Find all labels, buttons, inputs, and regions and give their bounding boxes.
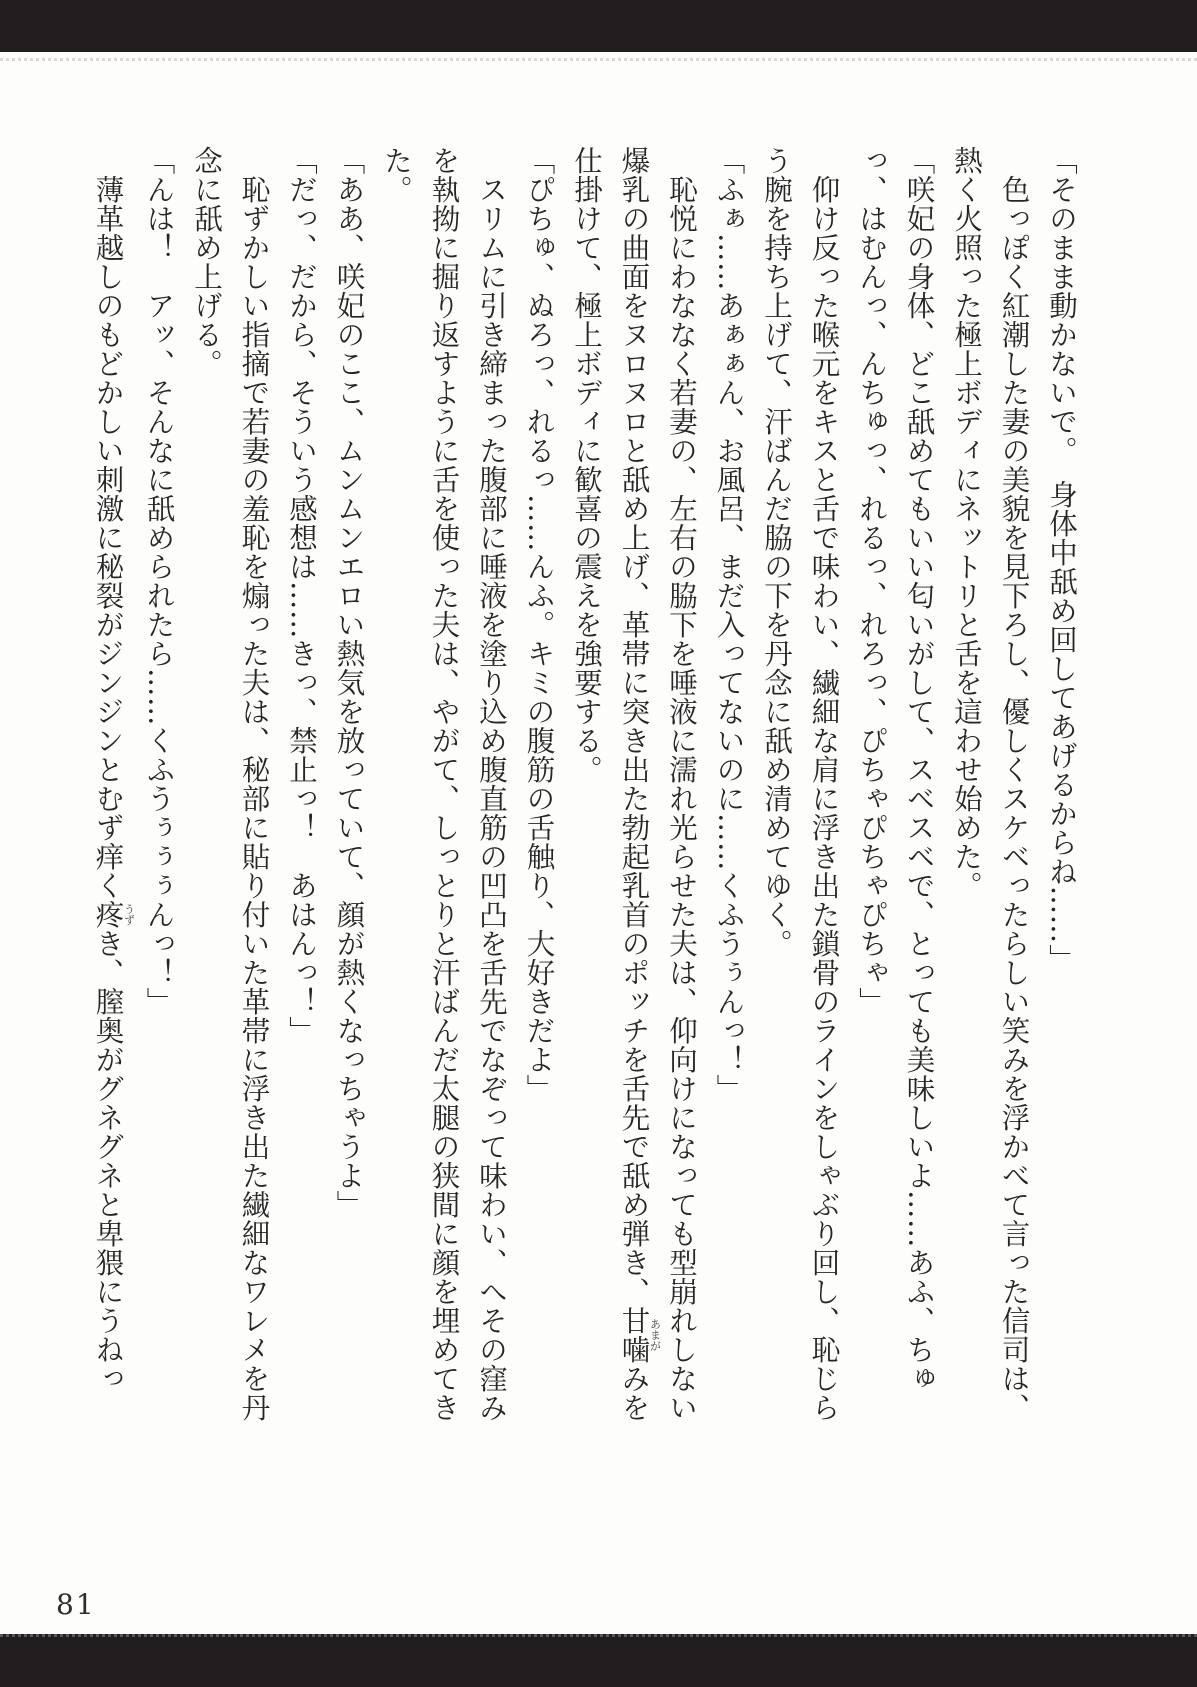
dialogue-paragraph: 「ああ、咲妃のここ、ムンムンエロい熱気を放っていて、顔が熱くなっちゃうよ」 xyxy=(332,146,366,1219)
dialogue-paragraph: 「んは！ アッ、そんなに舐められたら……くふうぅぅぅんっ！」 xyxy=(142,146,176,1016)
dialogue-paragraph: 「咲妃の身体、どこ舐めてもいい匂いがして、スベスベで、とっても美味しいよ……あふ、ちゅっ、はむんっ、んちゅっ、れるっ、れろっ、ぴちゃぴちゃぴちゃ」 xyxy=(855,146,936,1393)
dialogue-paragraph: 「ぴちゅ、ぬろっ、れるっ……んふ。キミの腹筋の舌触り、大好きだよ」 xyxy=(522,146,556,1103)
dialogue-paragraph: 「そのまま動かないで。 身体中舐め回してあげるからね……」 xyxy=(1045,146,1078,973)
top-black-bar xyxy=(0,0,1197,52)
book-page-surface xyxy=(0,52,1197,1634)
narrative-paragraph: 恥ずかしい指摘で若妻の羞恥を煽った夫は、秘部に貼り付いた革帯に浮き出た繊細なワレメを丹念に舐め上げる。 xyxy=(190,146,271,1422)
narrative-paragraph: 色っぽく紅潮した妻の美貌を見下ろし、優しくスケベったらしい笑みを浮かべて言った信司は、熱く火照った極上ボディにネットリと舌を這わせ始めた。 xyxy=(950,146,1031,1422)
ruby-annotated-word: 甘噛あまが xyxy=(617,1306,662,1364)
dialogue-paragraph: 「だっ、だから、そういう感想は……きっ、禁止っ！ あはんっ！」 xyxy=(285,146,318,1045)
narrative-paragraph: 恥悦にわななく若妻の、左右の脇下を唾液に濡れ光らせた夫は、仰向けになっても型崩れしない爆乳の曲面をヌロヌロと舐め上げ、革帯に突き出た勃起乳首のポッチを舌先で舐め弾き、甘噛あまがみを仕掛けて、極上ボディに歓喜の震えを強要する。 xyxy=(570,146,698,1422)
bottom-black-bar xyxy=(0,1634,1197,1687)
narrative-paragraph: スリムに引き締まった腹部に唾液を塗り込め腹直筋の凹凸を舌先でなぞって味わい、へその窪みを執拗に掘り返すように舌を使った夫は、やがて、しっとりと汗ばんだ太腿の狭間に顔を埋めてきた。 xyxy=(380,146,508,1422)
page-number: 81 xyxy=(56,1588,96,1621)
narrative-paragraph: 薄革越しのもどかしい刺激に秘裂がジンジンとむず痒く疼うずき、膣奥がグネグネと卑猥にうねっ xyxy=(91,174,136,1393)
page-text xyxy=(81,146,1085,1424)
ruby-annotated-word: 疼うず xyxy=(91,899,136,929)
dialogue-paragraph: 「ふぁ……あぁぁん、お風呂、まだ入ってないのに……くふうぅんっ！」 xyxy=(712,146,746,1103)
narrative-paragraph: 仰け反った喉元をキスと舌で味わい、繊細な肩に浮き出た鎖骨のラインをしゃぶり回し、恥じらう腕を持ち上げて、汗ばんだ脇の下を丹念に舐め清めてゆく。 xyxy=(760,146,841,1422)
